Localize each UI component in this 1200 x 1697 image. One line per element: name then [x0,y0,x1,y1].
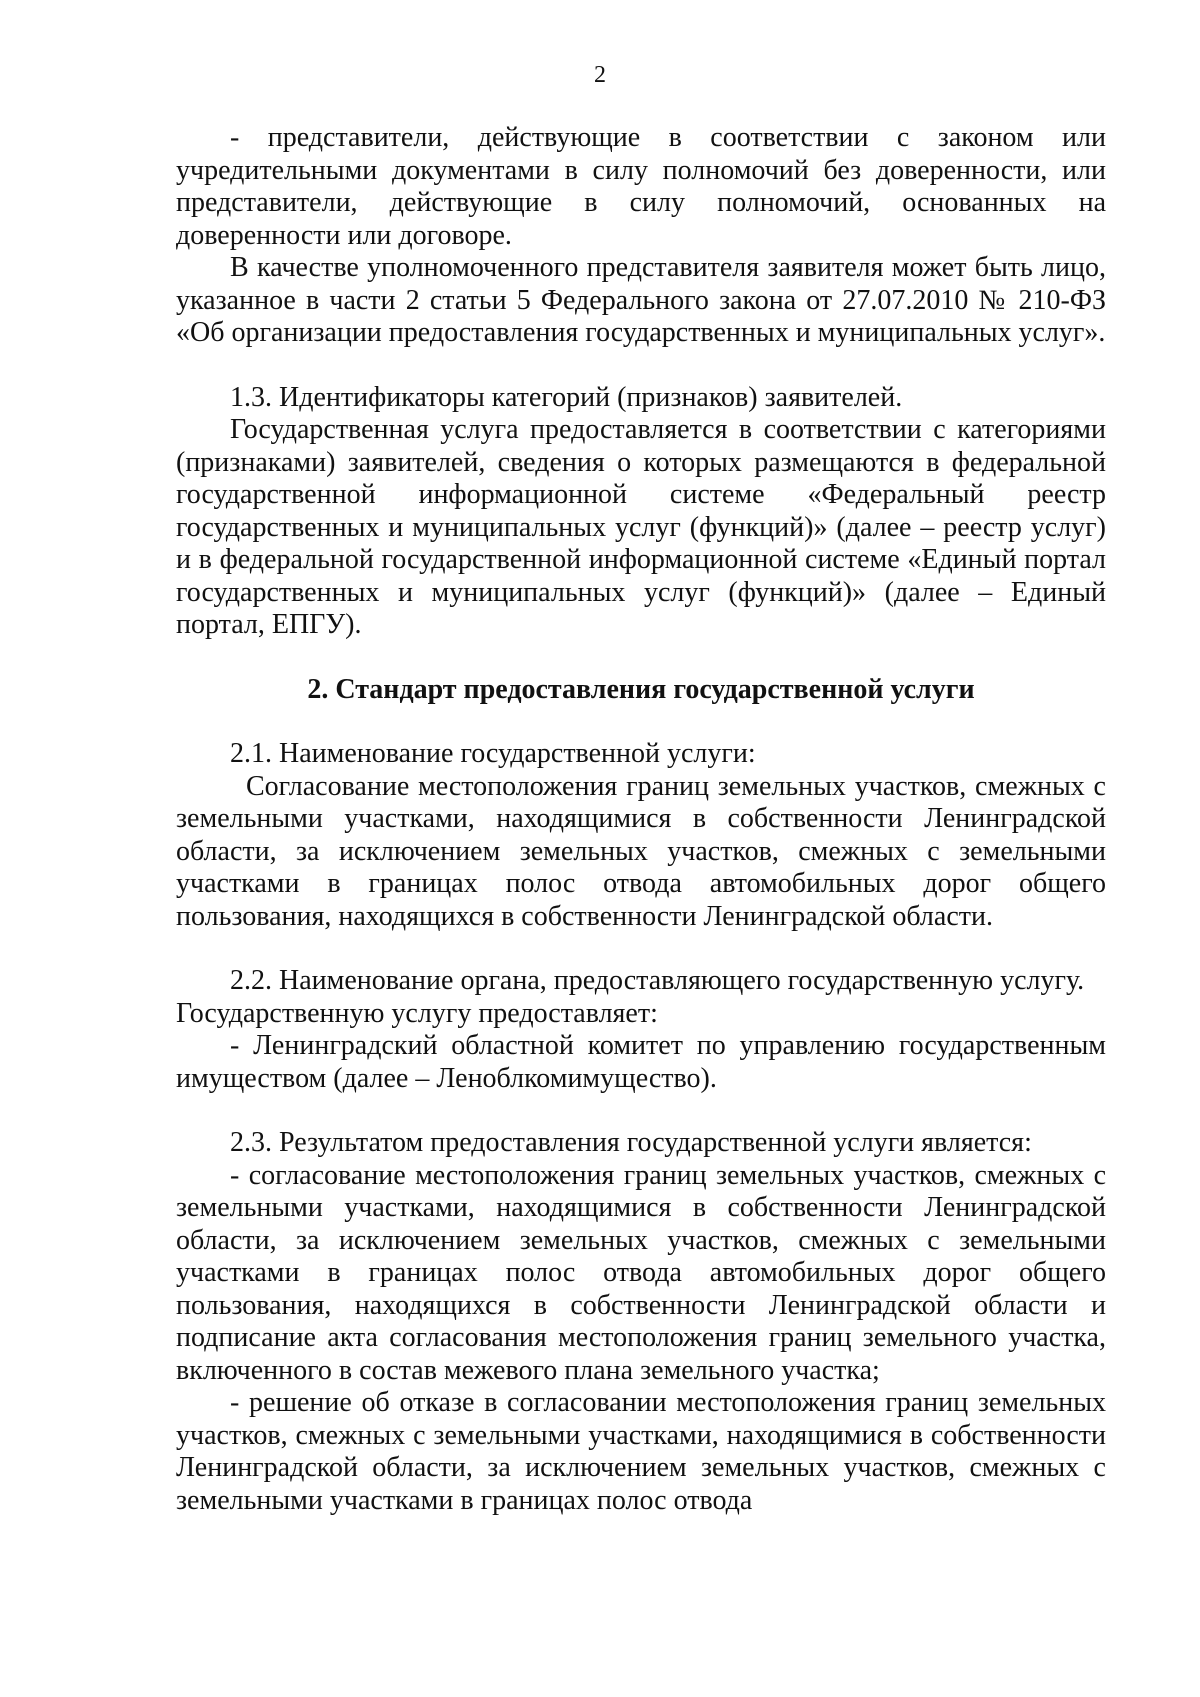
paragraph-categories: Государственная услуга предоставляется в соответствии с категориями (признаками) заявителей, сведения о которых размещаются в федеральной государственной информационной системе «Федеральный реестр государственных и муниципальных услуг (функций)» (далее – реестр услуг) и в федеральной государственной информационной системе «Единый портал государственных и муниципальных услуг (функций)» (далее – Единый портал, ЕПГУ). [176,414,1106,640]
section-1-3-title: 1.3. Идентификаторы категорий (признаков) заявителей. [230,381,903,413]
section-2-2-title: 2.2. Наименование органа, предоставляющего государственную услугу. [230,965,1085,996]
section-2-1-title: 2.1. Наименование государственной услуги: [230,738,756,769]
paragraph-representatives: - представители, действующие в соответствии с законом или учредительными документами в силу полномочий без доверенности, или представители, действующие в силу полномочий, основанных на доверенности или договоре. [176,122,1106,251]
paragraph-service-name: Согласование местоположения границ земельных участков, смежных с земельными участками, находящимися в собственности Ленинградской области, за исключением земельных участков, смежных с земельными участками в границах полос отвода автомобильных дорог общего пользования, находящихся в собственности Ленинградской области. [176,770,1106,932]
paragraph-result-approval: - согласование местоположения границ земельных участков, смежных с земельными участками, находящимися в собственности Ленинградской области, за исключением земельных участков, смежных с земельными участками в границах полос отвода автомобильных дорог общего пользования, находящихся в собственности Ленинградской области и подписание акта согласования местоположения границ земельного участка, включенного в состав межевого плана земельного участка; [176,1159,1106,1386]
paragraph-authorized-representative: В качестве уполномоченного представителя заявителя может быть лицо, указанное в части 2 статьи 5 Федерального закона от 27.07.2010 № 210-ФЗ «Об организации предоставления государственных и муниципальных услуг». [176,252,1106,348]
paragraph-provider-intro: Государственную услугу предоставляет: [176,997,658,1029]
paragraph-provider: - Ленинградский областной комитет по управлению государственным имуществом (далее – Леноблкомимущество). [176,1030,1106,1094]
document-body [176,122,1106,1517]
section-2-heading: 2. Стандарт предоставления государственной услуги [307,673,975,705]
section-2-3-title: 2.3. Результатом предоставления государственной услуги является: [230,1127,1032,1158]
paragraph-result-refusal: - решение об отказе в согласовании местоположения границ земельных участков, смежных с земельными участками, находящимися в собственности Ленинградской области, за исключением земельных участков, смежных с земельными участками в границах полос отвода [176,1387,1106,1516]
page-number: 2 [594,62,606,88]
